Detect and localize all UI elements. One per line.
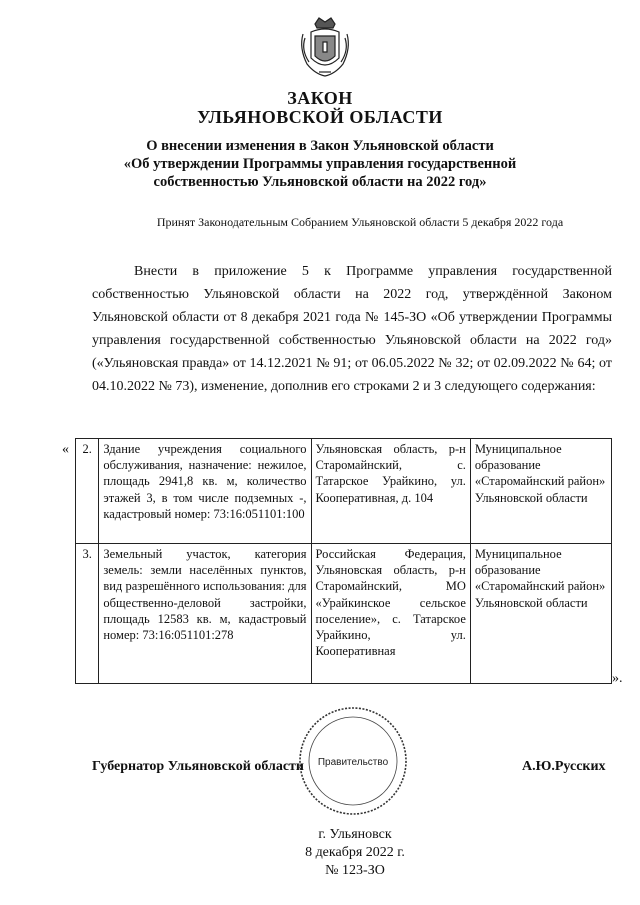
body-paragraph: Внести в приложение 5 к Программе управления государственной собственностью Ульяновской области на 2022 год, утверждённой Законом Ульяновской области от 8 декабря 2021 года № 145-ЗО «Об утверждении Программы управления государственной собственностью Ульяновской области на 2022 год» («Ульяновская правда» от 14.12.2021 № 91; от 06.05.2022 № 32; от 02.09.2022 № 64; от 04.10.2022 № 73), изменение, дополнив его строками 2 и 3 следующего содержания: — [92, 264, 612, 394]
signatory-position: Губернатор Ульяновской области — [92, 759, 304, 774]
object-description: Земельный участок, категория земель: земли населённых пунктов, вид разрешённого использования: для общественно-деловой застройки, площадь 12583 кв. м, кадастровый номер: 73:16:051101:278 — [99, 544, 311, 684]
footer-city: г. Ульяновск — [318, 827, 392, 842]
object-address: Российская Федерация, Ульяновская область, р-н Старомайнский, МО «Урайкинское сельское поселение», с. Татарское Урайкино, ул. Кооперативная — [311, 544, 470, 684]
property-table — [75, 438, 612, 684]
adoption-note: Принят Законодательным Собранием Ульяновской области 5 декабря 2022 года — [156, 215, 564, 229]
object-address: Ульяновская область, р-н Старомайнский, с. Татарское Урайкино, ул. Кооперативная, д. 104 — [311, 439, 470, 544]
footer-date: 8 декабря 2022 г. — [305, 845, 405, 860]
seal-text: Правительство — [317, 757, 389, 768]
object-owner: Муниципальное образование «Старомайнский район» Ульяновской области — [470, 439, 611, 544]
signatory-name: А.Ю.Русских — [522, 759, 606, 774]
footer-number: № 123-ЗО — [325, 863, 385, 878]
row-number: 2. — [76, 439, 99, 544]
row-number: 3. — [76, 544, 99, 684]
document-title: ЗАКОН — [287, 88, 353, 108]
document-title-region: УЛЬЯНОВСКОЙ ОБЛАСТИ — [197, 107, 443, 127]
document-subtitle — [120, 137, 520, 191]
object-description: Здание учреждения социального обслуживания, назначение: нежилое, площадь 2941,8 кв. м, количество этажей 3, в том числе подземных -, кадастровый номер: 73:16:051101:100 — [99, 439, 311, 544]
object-owner: Муниципальное образование «Старомайнский район» Ульяновской области — [470, 544, 611, 684]
subtitle-line: О внесении изменения в Закон Ульяновской области — [146, 138, 494, 154]
coat-of-arms-icon — [297, 14, 353, 80]
official-seal — [297, 705, 409, 817]
table-row — [76, 544, 612, 684]
subtitle-line: «Об утверждении Программы управления государственной — [123, 156, 517, 172]
table-row — [76, 439, 612, 544]
quote-open: « — [62, 442, 69, 457]
quote-close: ». — [612, 671, 623, 686]
subtitle-line: собственностью Ульяновской области на 2022 год» — [153, 174, 487, 190]
